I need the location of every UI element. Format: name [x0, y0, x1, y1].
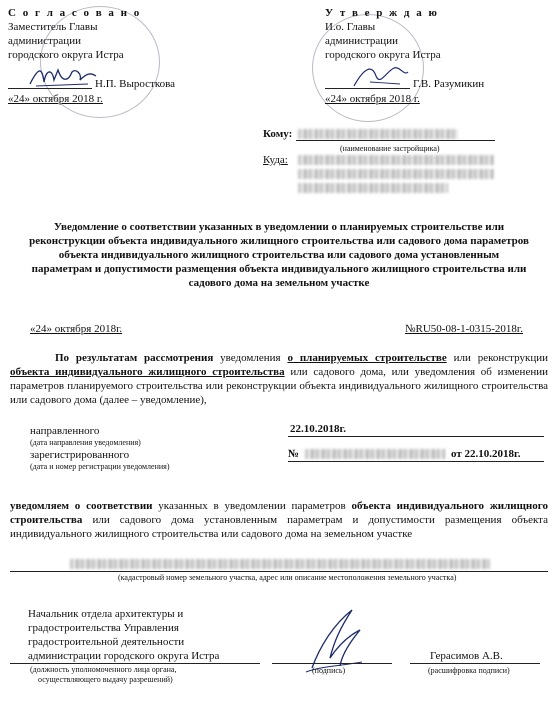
sign-caption: (подпись) [312, 666, 346, 675]
left-signature [28, 64, 98, 90]
where-label: Куда: [263, 154, 288, 166]
cadastral-caption: (кадастровый номер земельного участка, адрес или описание местоположения земельного участка) [118, 573, 457, 582]
left-signatory: Н.П. Выросткова [95, 78, 176, 90]
redacted-recipient-name [298, 129, 458, 139]
position-line1: Начальник отдела архитектуры и [28, 608, 184, 620]
right-signature [350, 62, 410, 90]
position-line3: градостроительной деятельности [28, 636, 185, 648]
sent-caption: (дата направления уведомления) [30, 438, 141, 447]
sent-label: направленного [30, 425, 100, 437]
right-signatory: Г.В. Разумикин [413, 78, 485, 90]
document-title: Уведомление о соответствии указанных в уведомлении о планируемых строительстве или реконструкции объекта индивидуального жилищного строительства или садового дома параметров объекта индивидуального жилищного строительства или садового дома установленным параметрам и допустимости размещения объекта индивидуального жилищного строительства или садового дома на земельном участке [29, 221, 529, 289]
right-line2: администрации [325, 35, 398, 47]
notify-lead: уведомляем о соответствии [10, 500, 153, 512]
object-type: объекта индивидуального жилищного строительства [10, 366, 285, 378]
position-caption1: (должность уполномоченного лица органа, [30, 665, 177, 674]
redacted-cadastral-info [70, 559, 490, 569]
name-caption: (расшифровка подписи) [428, 666, 510, 675]
sent-date: 22.10.2018г. [290, 423, 347, 435]
document-number: №RU50-08-1-0315-2018г. [405, 323, 523, 335]
review-lead: По результатам рассмотрения [55, 352, 214, 364]
notify-object: объекта индивидуального жилищного строительства [10, 500, 548, 526]
signer-name: Герасимов А.В. [430, 650, 503, 662]
position-line2: градостроительства Управления [28, 622, 179, 634]
redacted-recipient-address-1 [298, 155, 494, 165]
paragraph-review: По результатам рассмотрения уведомления о планируемых строительстве или реконструкции объекта индивидуального жилищного строительства или садового дома, или уведомления об изменении параметров планируемого строительства или реконструкции объекта индивидуального жилищного строительства или садового дома (далее – уведомление), [10, 352, 548, 406]
position-line4: администрации городского округа Истра [28, 650, 220, 662]
right-date: «24» октября 2018 г. [325, 93, 420, 105]
redacted-recipient-address-2 [298, 169, 494, 179]
registered-number-sign: № [288, 448, 300, 460]
right-line1: И.о. Главы [325, 21, 376, 33]
document-date: «24» октября 2018г. [30, 323, 123, 335]
paragraph-notification: уведомляем о соответствии указанных в уведомлении параметров объекта индивидуального жилищного строительства или садового дома установленным параметрам и допустимости размещения объекта индивидуального жилищного строительства или садового дома на земельном участке [10, 500, 548, 540]
planned-construction: о планируемых строительстве [287, 352, 447, 364]
redacted-registration-number [305, 449, 445, 459]
registered-caption: (дата и номер регистрации уведомления) [30, 462, 170, 471]
redacted-recipient-address-3 [298, 183, 448, 193]
to-label: Кому: [263, 128, 293, 140]
registered-date: от 22.10.2018г. [451, 448, 521, 460]
left-date: «24» октября 2018 г. [8, 93, 103, 105]
left-line2: администрации [8, 35, 81, 47]
right-heading: У т в е р ж д а ю [325, 7, 439, 19]
position-caption2: осуществляющего выдачу разрешений) [38, 675, 173, 684]
left-line1: Заместитель Главы [8, 21, 98, 33]
to-caption: (наименование застройщика) [340, 144, 440, 153]
right-line3: городского округа Истра [325, 49, 441, 61]
left-line3: городского округа Истра [8, 49, 124, 61]
left-heading: С о г л а с о в а н о [8, 7, 142, 19]
registered-label: зарегистрированного [30, 449, 130, 461]
